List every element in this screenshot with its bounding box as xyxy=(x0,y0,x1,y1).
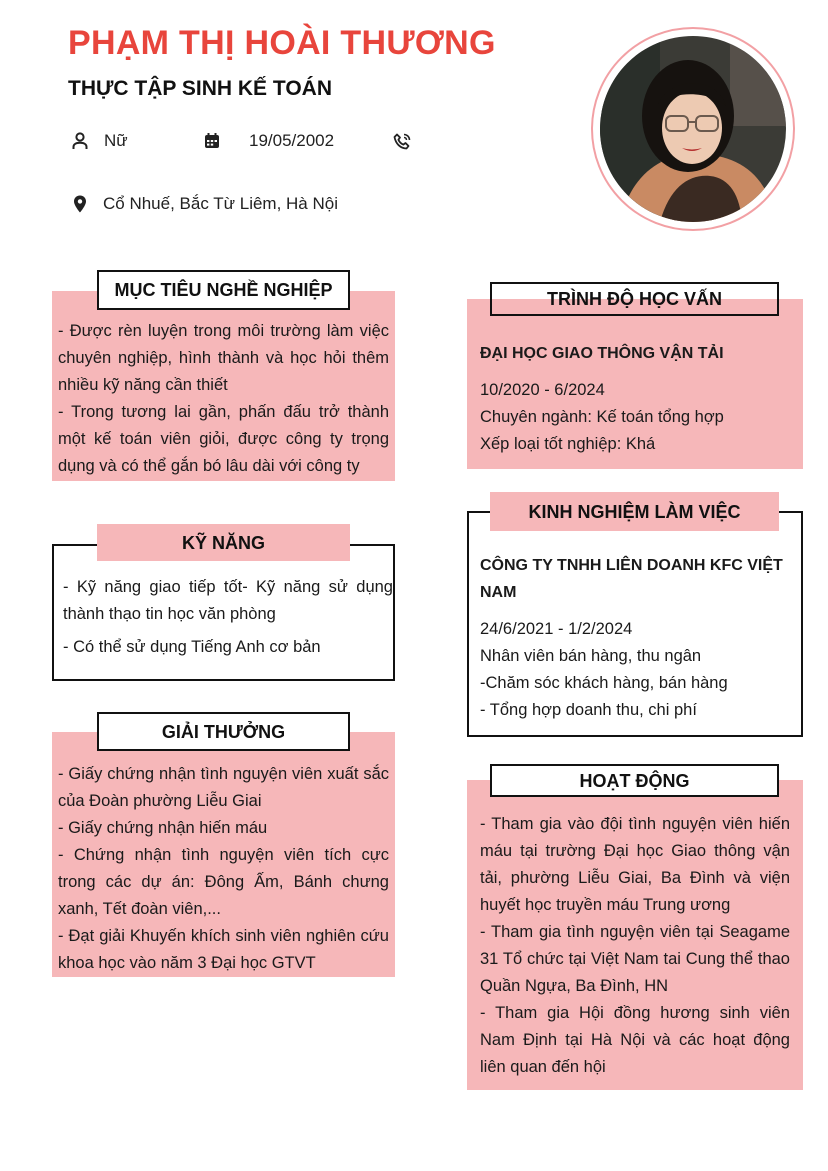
education-content xyxy=(480,340,796,458)
objective-text xyxy=(58,318,389,480)
activities-line: - Tham gia Hội đồng hương sinh viên Nam Định tại Hà Nội và các hoạt động liên quan đến hội xyxy=(480,1004,790,1076)
awards-line: - Giấy chứng nhận tình nguyện viên xuất sắc của Đoàn phường Liễu Giai xyxy=(58,765,389,810)
gender-value: Nữ xyxy=(104,131,128,150)
experience-position: Nhân viên bán hàng, thu ngân xyxy=(480,647,702,665)
calendar-icon xyxy=(202,131,222,151)
skills-text xyxy=(63,574,393,661)
awards-heading: GIẢI THƯỞNG xyxy=(97,712,350,751)
experience-content xyxy=(480,552,796,724)
profile-photo xyxy=(600,36,786,222)
objective-line: - Trong tương lai gần, phấn đấu trở thành một kế toán viên giỏi, được công ty trọng dụng và có thể gắn bó lâu dài với công ty xyxy=(58,403,389,475)
education-period: 10/2020 - 6/2024 xyxy=(480,381,605,399)
activities-text xyxy=(480,811,790,1081)
education-heading: TRÌNH ĐỘ HỌC VẤN xyxy=(490,282,779,316)
activities-line: - Tham gia vào đội tình nguyện viên hiến máu tại trường Đại học Giao thông vận tải, phường Liễu Giai, Ba Đình và viện huyết học truyền máu Trung ương xyxy=(480,815,790,914)
awards-line: - Chứng nhận tình nguyện viên tích cực trong các dự án: Đông Ấm, Bánh chưng xanh, Tết đoàn viên,... xyxy=(58,846,389,918)
awards-line: - Giấy chứng nhận hiến máu xyxy=(58,819,268,837)
candidate-name: PHẠM THỊ HOÀI THƯƠNG xyxy=(68,24,496,62)
skills-line: - Có thể sử dụng Tiếng Anh cơ bản xyxy=(63,638,321,656)
skills-line: - Kỹ năng giao tiếp tốt- Kỹ năng sử dụng thành thạo tin học văn phòng xyxy=(63,578,393,623)
experience-duty: - Tổng hợp doanh thu, chi phí xyxy=(480,701,697,719)
awards-text xyxy=(58,761,389,977)
phone-icon xyxy=(392,132,412,152)
experience-duty: -Chăm sóc khách hàng, bán hàng xyxy=(480,674,728,692)
birthdate-value: 19/05/2002 xyxy=(249,131,335,150)
objective-heading: MỤC TIÊU NGHỀ NGHIỆP xyxy=(97,270,350,310)
company-name: CÔNG TY TNHH LIÊN DOANH KFC VIỆT NAM xyxy=(480,557,783,601)
experience-heading: KINH NGHIỆM LÀM VIỆC xyxy=(490,492,779,531)
activities-heading: HOẠT ĐỘNG xyxy=(490,764,779,797)
education-grade: Xếp loại tốt nghiệp: Khá xyxy=(480,435,656,453)
person-icon xyxy=(70,131,90,151)
awards-line: - Đạt giải Khuyến khích sinh viên nghiên cứu khoa học vào năm 3 Đại học GTVT xyxy=(58,927,389,972)
experience-period: 24/6/2021 - 1/2/2024 xyxy=(480,620,633,638)
address-value: Cổ Nhuế, Bắc Từ Liêm, Hà Nội xyxy=(103,194,338,213)
location-pin-icon xyxy=(70,194,90,214)
activities-line: - Tham gia tình nguyện viên tại Seagame 31 Tổ chức tại Việt Nam tai Cung thể thao Quần Ngựa, Ba Đình, HN xyxy=(480,923,790,995)
school-name: ĐẠI HỌC GIAO THÔNG VẬN TẢI xyxy=(480,345,724,362)
objective-line: - Được rèn luyện trong môi trường làm việc chuyên nghiệp, hình thành và học hỏi thêm nhiều kỹ năng cần thiết xyxy=(58,322,389,394)
job-title: THỰC TẬP SINH KẾ TOÁN xyxy=(68,77,332,100)
skills-heading: KỸ NĂNG xyxy=(97,524,350,561)
education-major: Chuyên ngành: Kế toán tổng hợp xyxy=(480,408,724,426)
